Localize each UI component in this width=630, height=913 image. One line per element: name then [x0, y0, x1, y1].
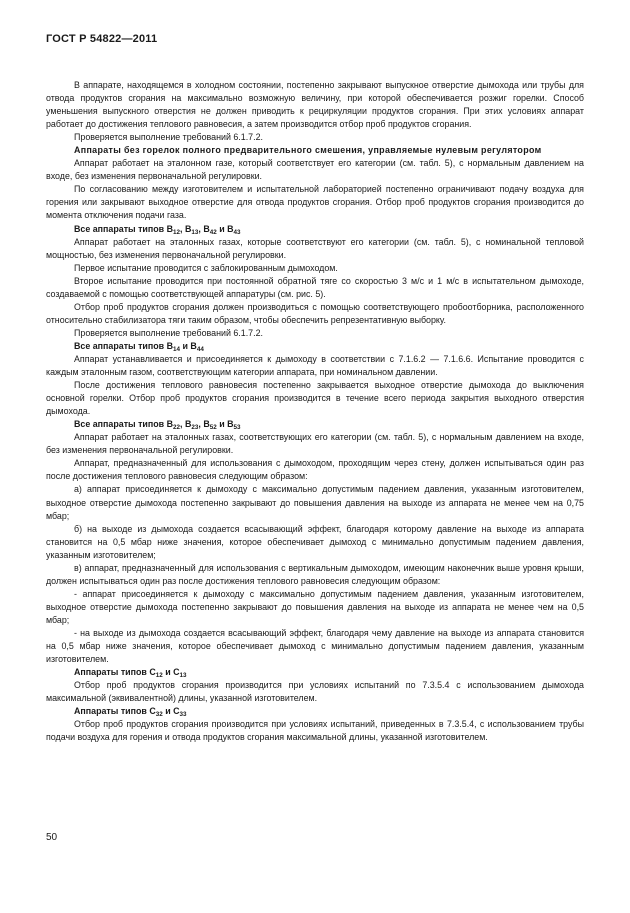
paragraph: После достижения теплового равновесия постепенно закрывается выходное отверстие дымохода до выключения основной горелки. Отбор проб продуктов сгорания производится в течение всего периода закрытия выходного отверстия дымохода.: [46, 380, 584, 417]
paragraph: Аппарат работает на эталонных газах, которые соответствуют его категории (см. табл. 5), с номинальной тепловой мощностью, без изменения первоначальной регулировки.: [46, 236, 584, 260]
section-heading: Аппараты без горелок полного предварительного смешения, управляемые нулевым регулятором: [74, 145, 542, 156]
paragraph: Проверяется выполнение требований 6.1.7.2.: [74, 132, 263, 143]
paragraph: Проверяется выполнение требований 6.1.7.2.: [74, 327, 263, 338]
section-heading: Аппараты типов $C_{32}$ и $C_{33}$: [74, 706, 187, 719]
paragraph: По согласованию между изготовителем и испытательной лабораторией постепенно ограничивают подачу воздуха для горения или закрывают выходное отверстие для отвода продуктов сгорания. Отбор проб продуктов сгорания производится до момента отключения подачи газа.: [46, 184, 584, 221]
paragraph: Аппарат, предназначенный для использования с дымоходом, проходящим через стену, должен испытываться один раз после достижения теплового равновесия следующим образом:: [46, 458, 584, 482]
list-item: в) аппарат, предназначенный для использования с вертикальным дымоходом, имеющим наконечник выше уровня крыши, должен испытываться один раз после достижения теплового равновесия следующим образом:: [46, 562, 584, 586]
paragraph: Отбор проб продуктов сгорания производится при условиях испытаний по 7.3.5.4 с использованием дымохода максимальной (эквивалентной) длины, указанной изготовителем.: [46, 680, 584, 704]
paragraph: В аппарате, находящемся в холодном состоянии, постепенно закрывают выпускное отверстие дымохода или трубы для отвода продуктов сгорания на максимально возможную величину, при которой обеспечивается розжиг горелки. Способ уменьшения выпускного отверстия не должен приводить к рециркуляции продуктов сгорания. При этих условиях аппарат работает до достижения теплового равновесия, а затем производится отбор проб продуктов сгорания.: [46, 80, 584, 130]
paragraph: Отбор проб продуктов сгорания производится при условиях испытаний, приведенных в 7.3.5.4, с использованием трубы подачи воздуха для горения и отвода продуктов сгорания максимальной длины, указанной изготовителем.: [46, 719, 584, 743]
list-item: - аппарат присоединяется к дымоходу с максимально допустимым падением давления, указанным изготовителем, выходное отверстие дымохода постепенно закрывают до повышения давления на выходе из аппарата не менее чем на 0,5 мбар;: [46, 588, 584, 625]
section-heading: Все аппараты типов $B_{14}$ и $B_{44}$: [74, 340, 204, 353]
list-item: б) на выходе из дымохода создается всасывающий эффект, благодаря которому давление на выходе из аппарата становится на 0,5 мбар ниже значения, которое обеспечивает дымоход с минимально допустимым падением давления, указанным изготовителем;: [46, 523, 584, 560]
section-heading: Аппараты типов $C_{12}$ и $C_{13}$: [74, 667, 187, 680]
paragraph: Аппарат работает на эталонном газе, который соответствует его категории (см. табл. 5), с нормальным давлением на входе, без изменения первоначальной регулировки.: [46, 158, 584, 182]
list-item: - на выходе из дымохода создается всасывающий эффект, благодаря чему давление на выходе из аппарата становится на 0,5 мбар ниже значения, которое обеспечивает дымоход с минимально допустимым падением давления, указанным изготовителем.: [46, 627, 584, 665]
paragraph: Отбор проб продуктов сгорания должен производиться с помощью соответствующего пробоотборника, расположенного относительно стабилизатора тяги таким образом, чтобы обеспечить репрезентативную выборку.: [46, 301, 584, 325]
document-header: ГОСТ Р 54822—2011: [46, 33, 158, 45]
paragraph: Второе испытание проводится при постоянной обратной тяге со скоростью 3 м/с и 1 м/с в испытательном дымоходе, создаваемой с помощью соответствующей аппаратуры (см. рис. 5).: [46, 275, 584, 299]
page-number: 50: [46, 832, 58, 843]
paragraph: Аппарат работает на эталонных газах, соответствующих его категории (см. табл. 5), с нормальным давлением на входе, без изменения первоначальной регулировки.: [46, 432, 584, 456]
document-body: [46, 79, 584, 744]
paragraph: Аппарат устанавливается и присоединяется к дымоходу в соответствии с 7.1.6.2 — 7.1.6.6. Испытание проводится с каждым эталонным газом, соответствующим категории аппарата, при номинальном давлении.: [46, 353, 584, 378]
paragraph: Первое испытание проводится с заблокированным дымоходом.: [74, 262, 338, 273]
section-heading: Все аппараты типов $B_{12}$, $B_{13}$, $B_{42}$ и $B_{43}$: [74, 223, 241, 236]
section-heading: Все аппараты типов $B_{22}$, $B_{23}$, $B_{52}$ и $B_{53}$: [74, 419, 241, 432]
list-item: а) аппарат присоединяется к дымоходу с максимально допустимым падением давления, указанным изготовителем, выходное отверстие дымохода постепенно закрывают до повышения давления на выходе из аппарата не менее чем на 0,75 мбар;: [46, 484, 584, 521]
